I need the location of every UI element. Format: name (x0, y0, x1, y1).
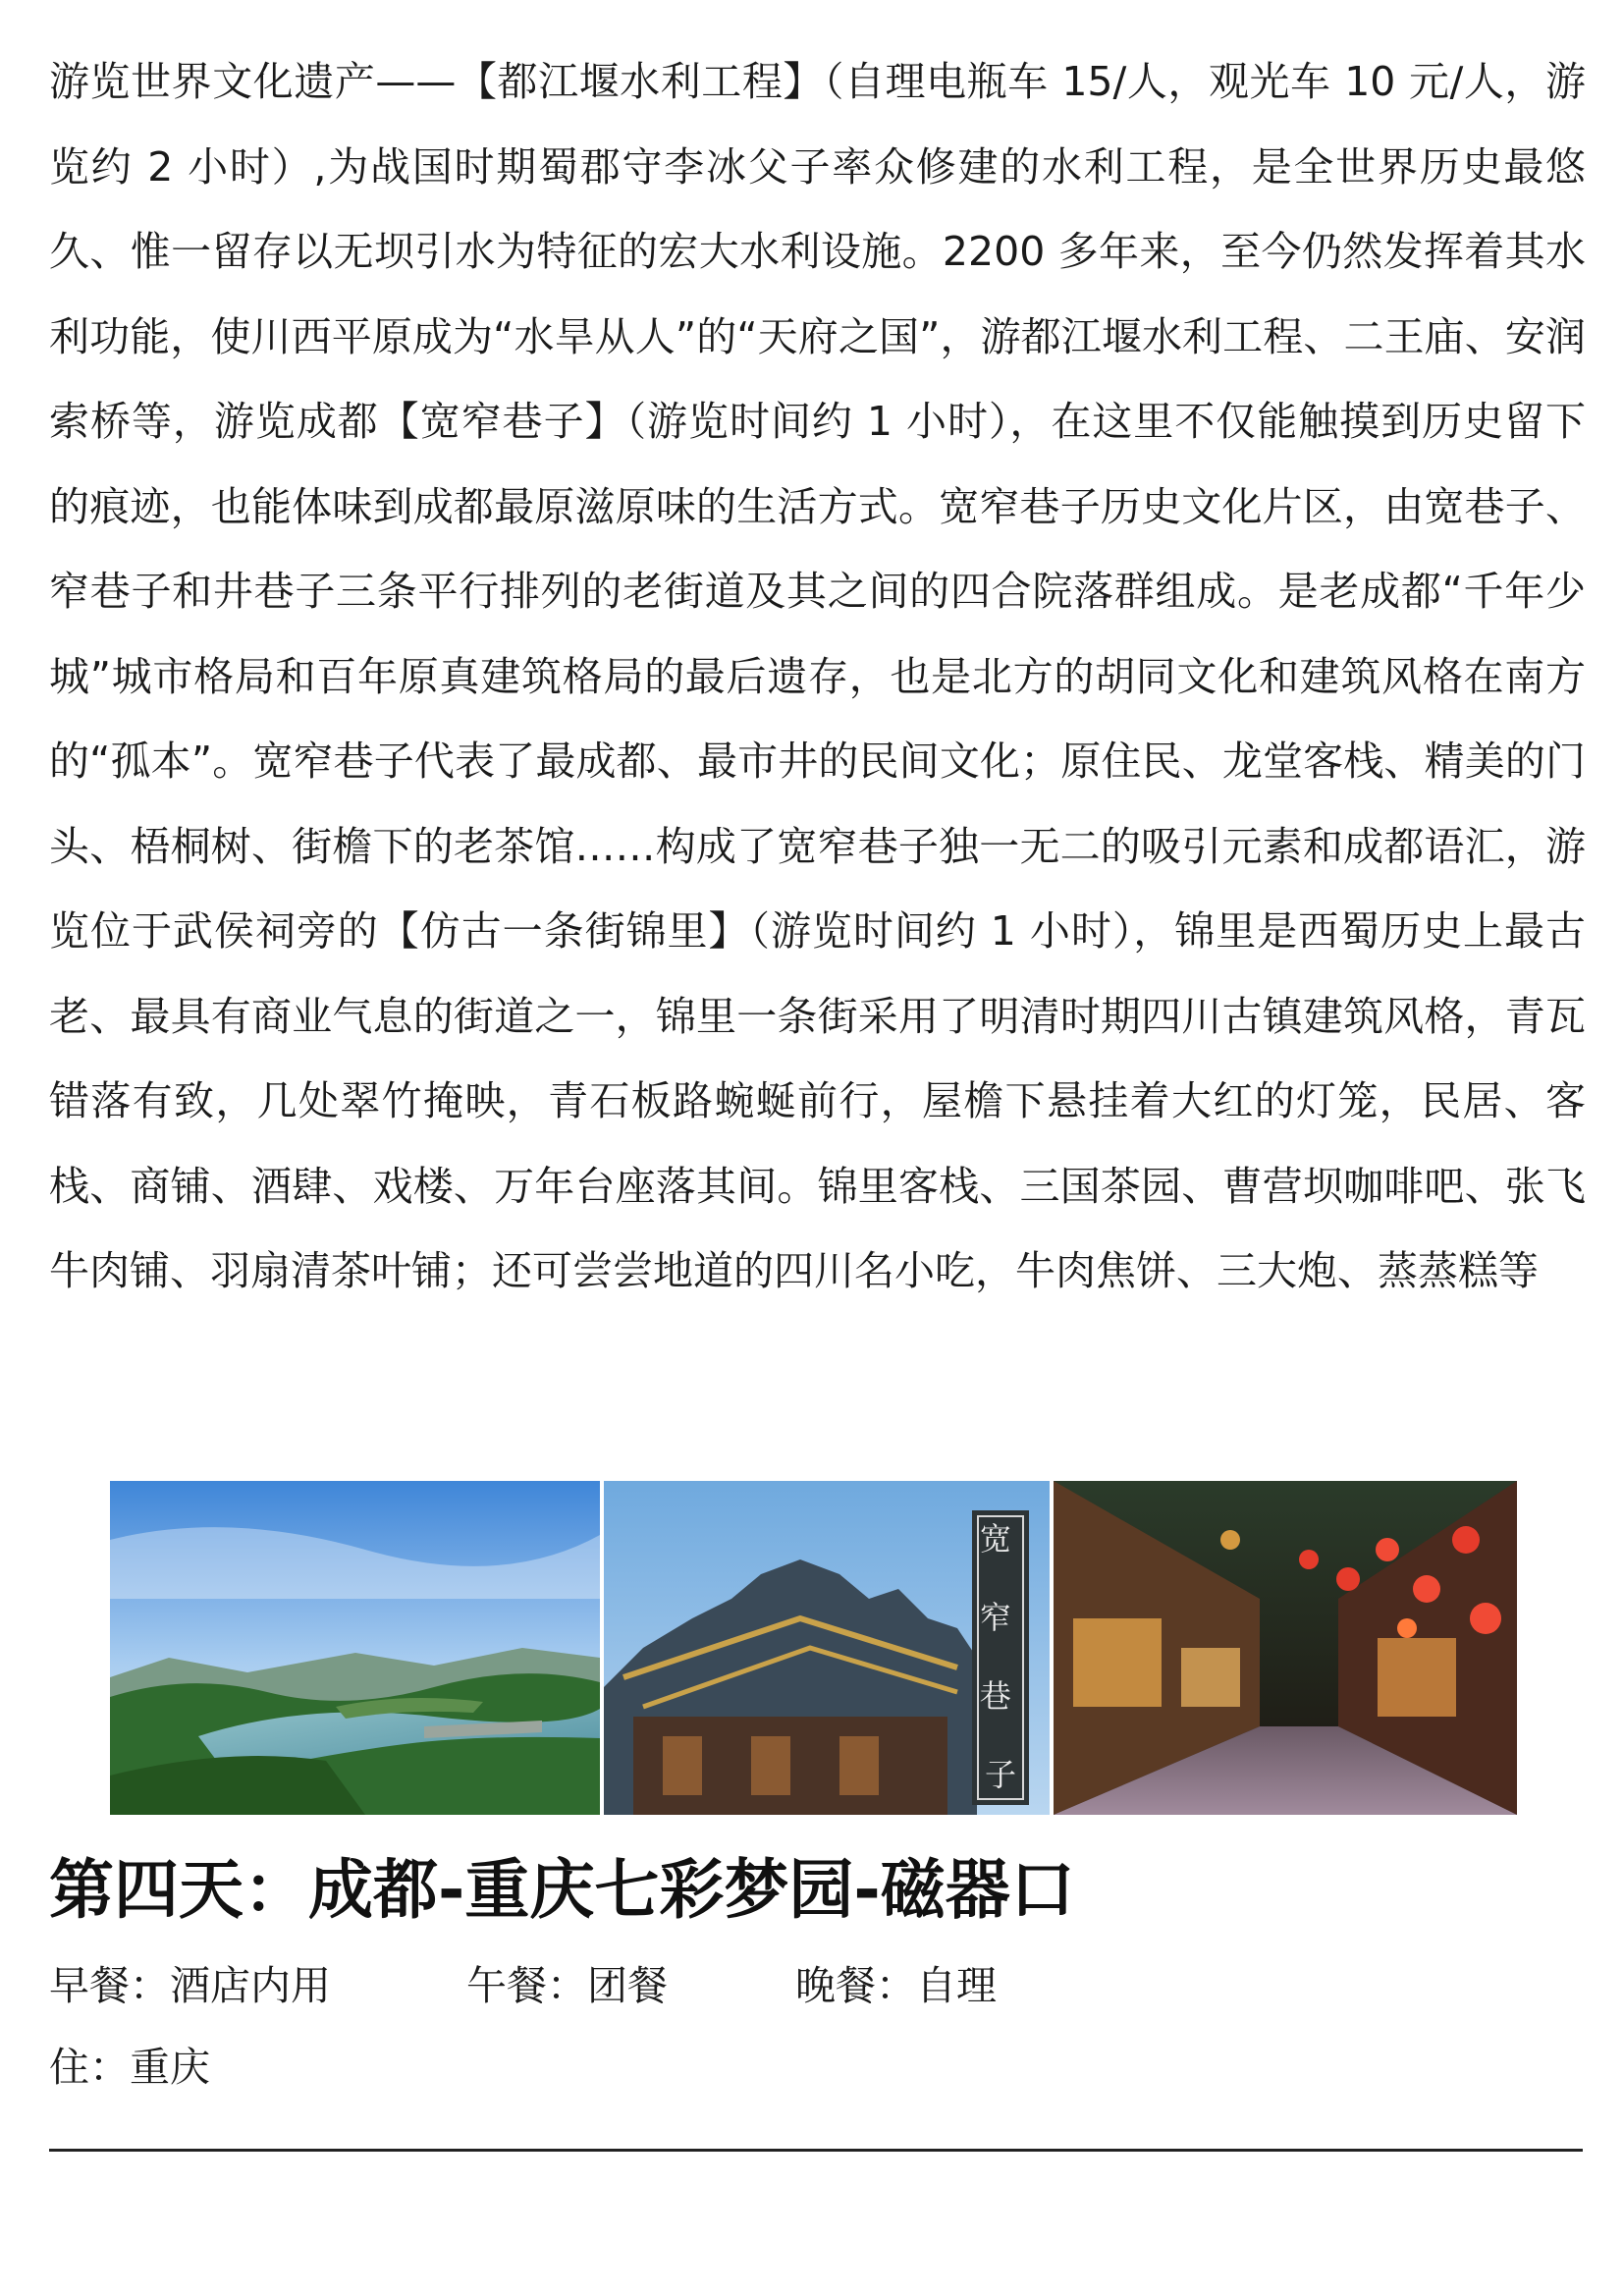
section-divider (49, 2149, 1583, 2152)
lunch-info: 午餐：团餐 (466, 1962, 668, 2009)
breakfast-info: 早餐：酒店内用 (49, 1962, 331, 2009)
jinli-street-photo (1054, 1481, 1517, 1815)
photo-strip (110, 1481, 1521, 1815)
day4-heading: 第四天：成都-重庆七彩梦园-磁器口 (49, 1852, 1075, 1928)
itinerary-page (49, 39, 1586, 1314)
kuanzhai-alley-photo (604, 1481, 1050, 1815)
kuanzhai-sign-text: 宽 窄 巷 子 (979, 1520, 1017, 1793)
accommodation-info: 住：重庆 (49, 2044, 210, 2091)
day3-description: 游览世界文化遗产——【都江堰水利工程】（自理电瓶车 15/人，观光车 10 元/人，游览约 2 小时）,为战国时期蜀郡守李冰父子率众修建的水利工程，是全世界历史最悠久、惟一留存以无坝引水为特征的宏大水利设施。2200 多年来，至今仍然发挥着其水利功能，使川西平原成为“水旱从人”的“天府之国”，游都江堰水利工程、二王庙、安润索桥等，游览成都【宽窄巷子】（游览时间约 1 小时），在这里不仅能触摸到历史留下的痕迹，也能体味到成都最原滋原味的生活方式。宽窄巷子历史文化片区，由宽巷子、窄巷子和井巷子三条平行排列的老街道及其之间的四合院落群组成。是老成都“千年少城”城市格局和百年原真建筑格局的最后遗存，也是北方的胡同文化和建筑风格在南方的“孤本”。宽窄巷子代表了最成都、最市井的民间文化；原住民、龙堂客栈、精美的门头、梧桐树、街檐下的老茶馆……构成了宽窄巷子独一无二的吸引元素和成都语汇，游览位于武侯祠旁的【仿古一条街锦里】（游览时间约 1 小时），锦里是西蜀历史上最古老、最具有商业气息的街道之一，锦里一条街采用了明清时期四川古镇建筑风格，青瓦错落有致，几处翠竹掩映，青石板路蜿蜒前行，屋檐下悬挂着大红的灯笼，民居、客栈、商铺、酒肆、戏楼、万年台座落其间。锦里客栈、三国茶园、曹营坝咖啡吧、张飞牛肉铺、羽扇清茶叶铺；还可尝尝地道的四川名小吃，牛肉焦饼、三大炮、蒸蒸糕等 (49, 58, 1586, 1294)
meals-row (49, 1956, 997, 2015)
dujiangyan-photo (110, 1481, 600, 1815)
dinner-info: 晚餐：自理 (795, 1962, 997, 2009)
